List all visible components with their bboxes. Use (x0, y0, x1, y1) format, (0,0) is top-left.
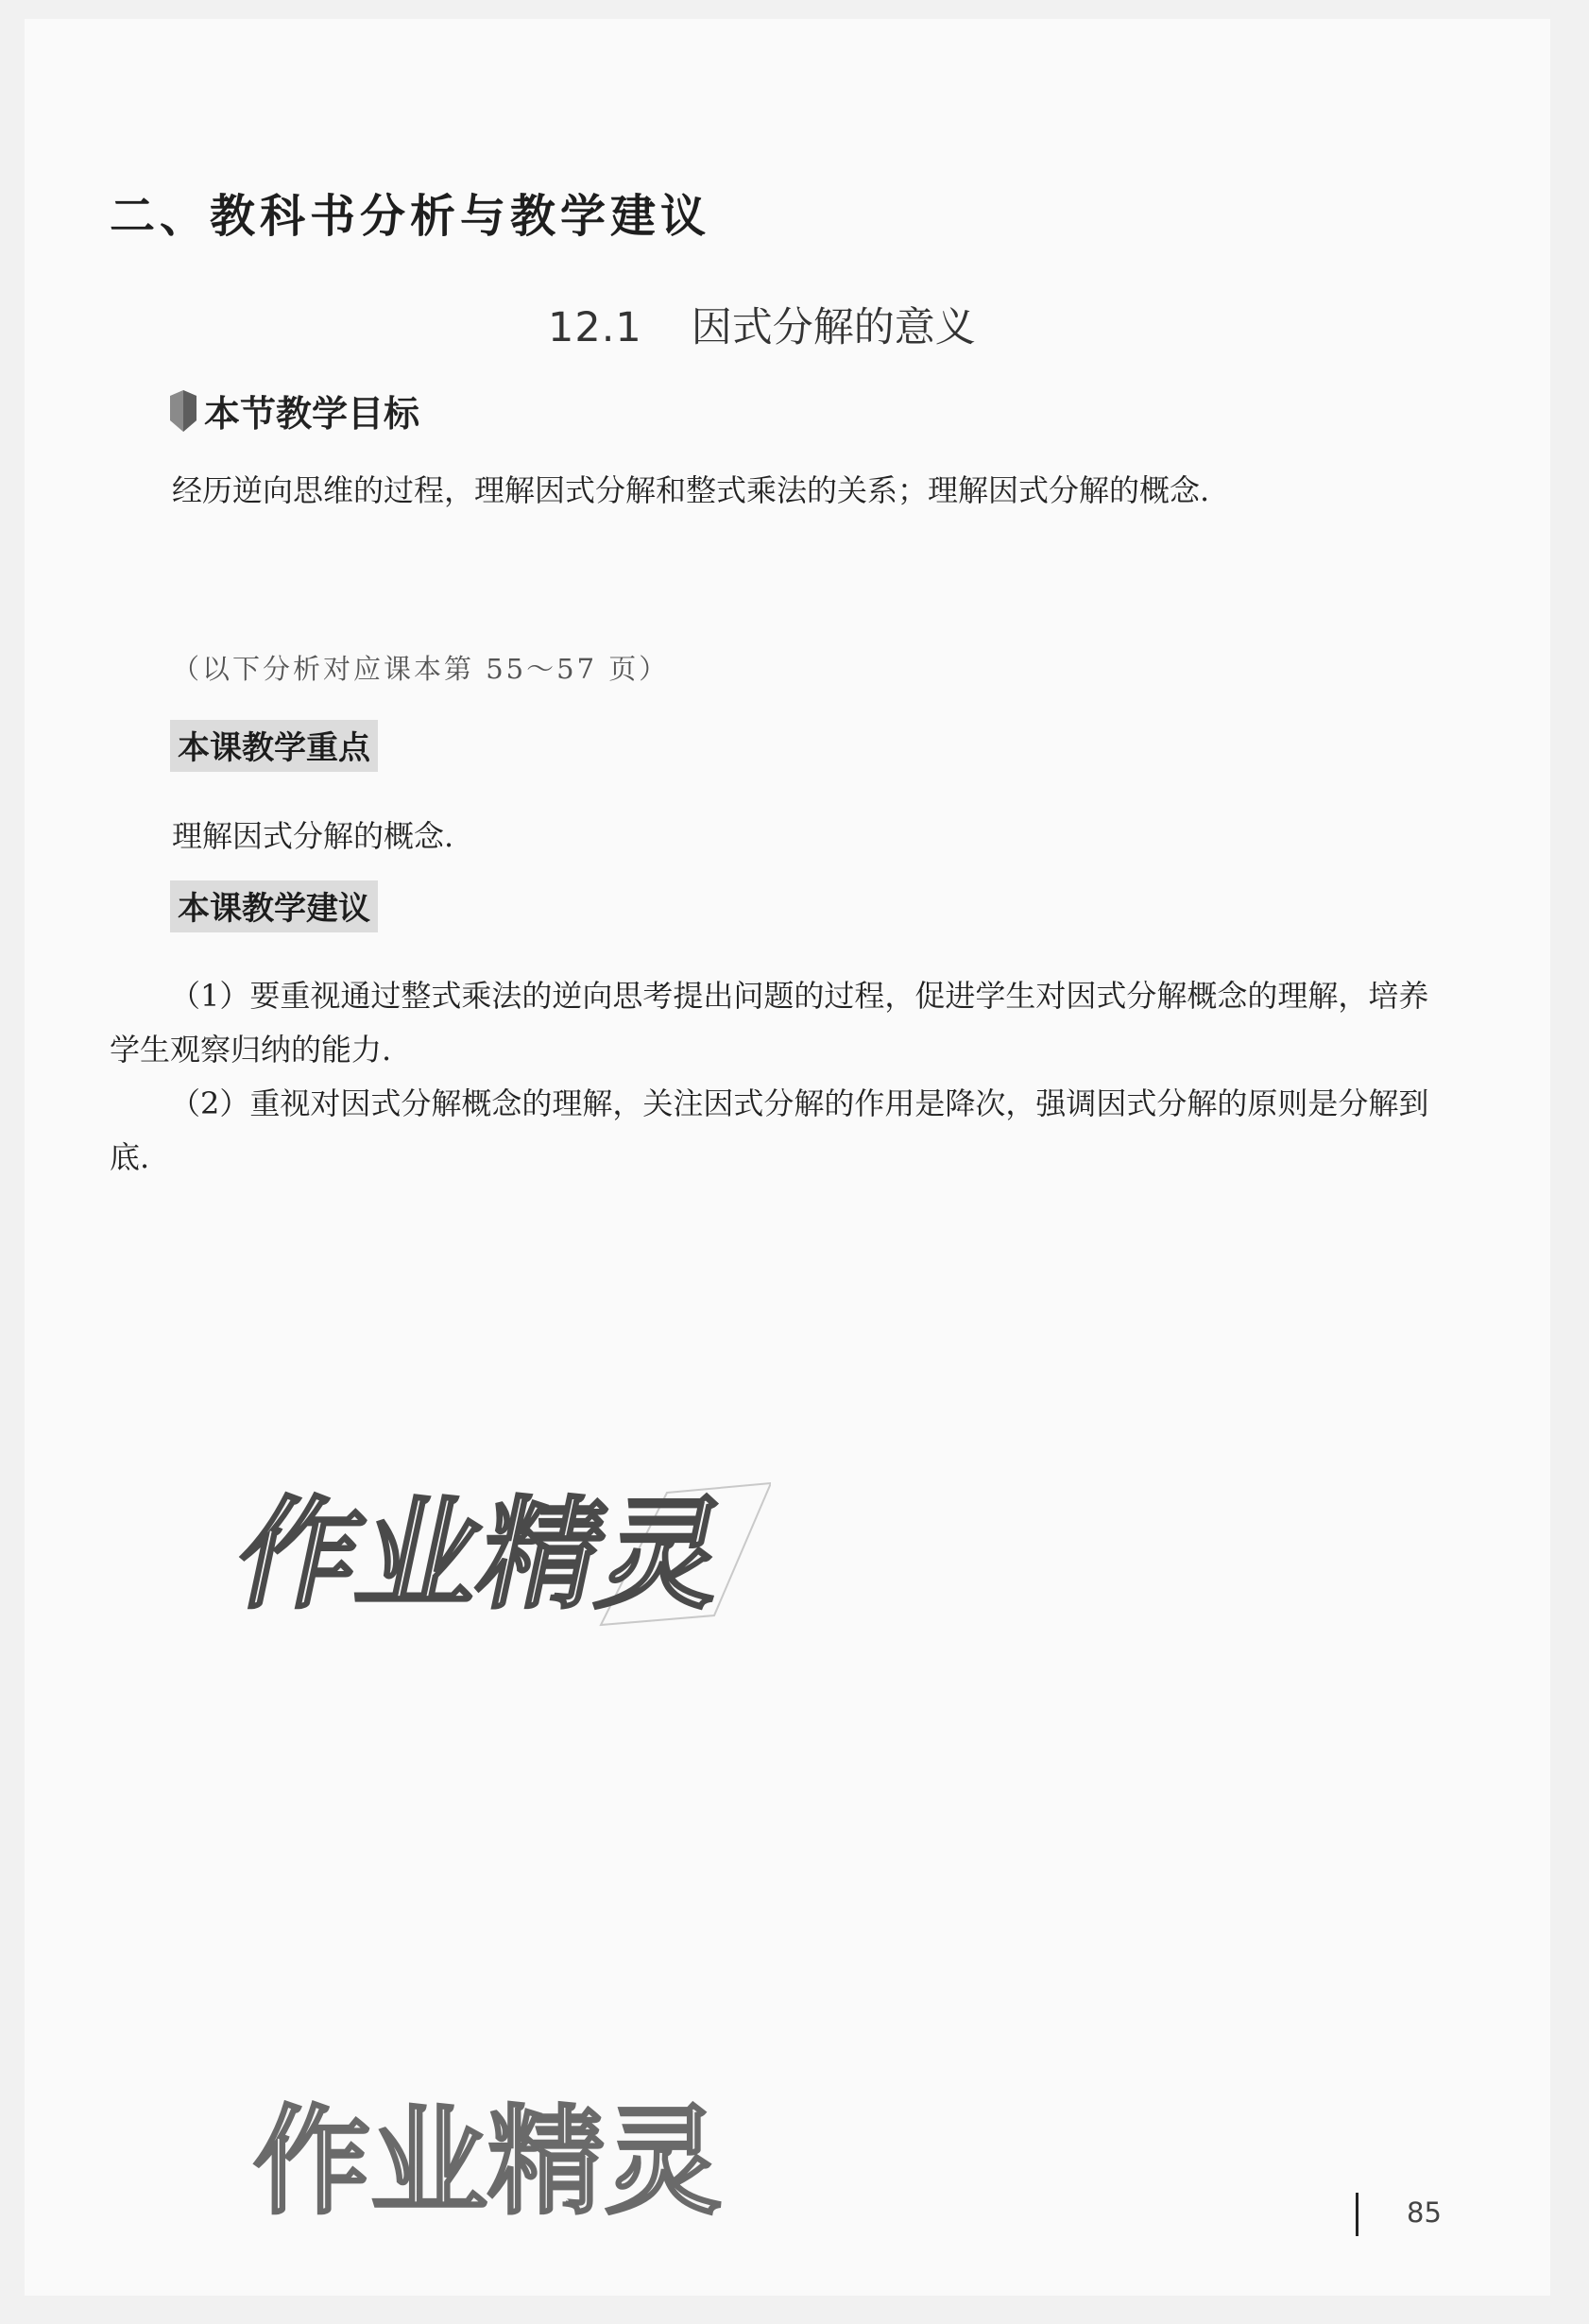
objectives-text: 经历逆向思维的过程，理解因式分解和整式乘法的关系；理解因式分解的概念. (172, 472, 1210, 508)
watermark-upper (223, 1474, 771, 1634)
section-title (548, 296, 976, 353)
suggestion-item-1: （1）要重视通过整式乘法的逆向思考提出问题的过程，促进学生对因式分解概念的理解，培养学生观察归纳的能力. (110, 978, 1429, 1068)
page-reference-note: （以下分析对应课本第 55～57 页） (172, 653, 670, 685)
suggestion-item-2: （2）重视对因式分解概念的理解，关注因式分解的作用是降次，强调因式分解的原则是分解到底. (110, 1085, 1429, 1175)
main-heading: 二、教科书分析与教学建议 (110, 190, 711, 243)
chevron-marker-icon (170, 390, 198, 432)
key-points-text: 理解因式分解的概念. (172, 818, 454, 854)
watermark-lower-text: 作业精灵 (253, 2094, 723, 2230)
suggestions-label: 本课教学建议 (170, 880, 378, 932)
page-number: 85 (1407, 2196, 1442, 2229)
watermark-lower (246, 2075, 756, 2235)
objectives-heading (170, 384, 419, 436)
section-number: 12.1 (548, 304, 642, 351)
objectives-heading-text: 本节教学目标 (204, 393, 420, 435)
key-points-label: 本课教学重点 (170, 720, 378, 772)
section-name: 因式分解的意义 (691, 304, 976, 351)
page-number-rule (1356, 2193, 1358, 2236)
watermark-upper-text: 作业精灵 (224, 1484, 739, 1626)
